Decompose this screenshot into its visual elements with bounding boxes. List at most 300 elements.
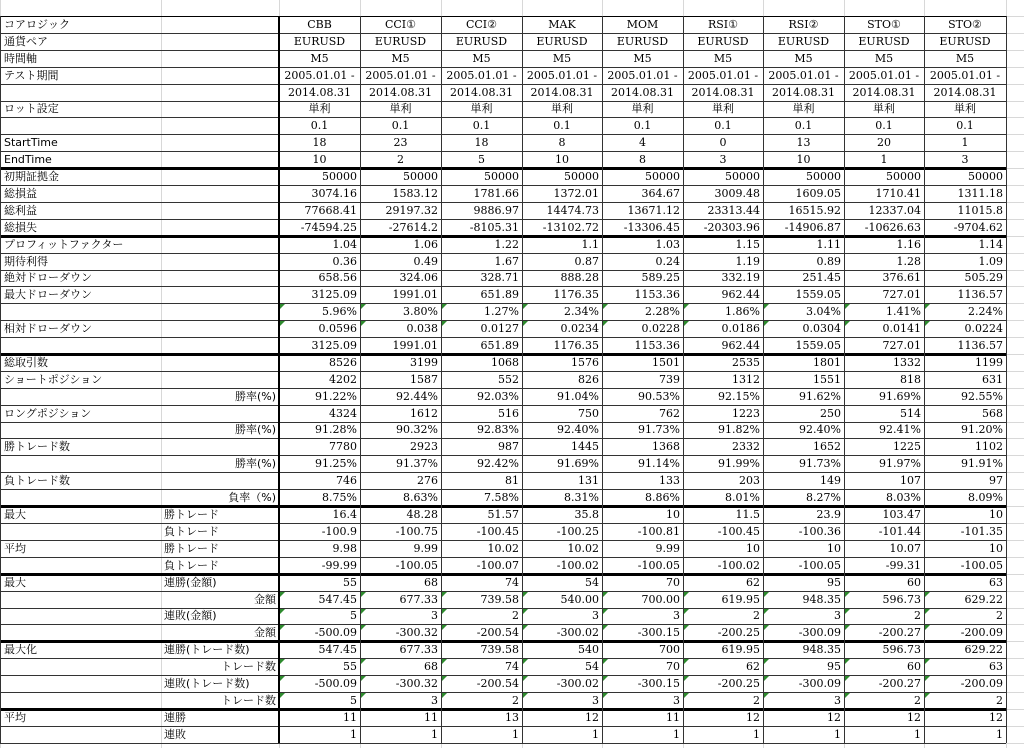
value-cell[interactable]: -100.05 xyxy=(637,559,680,572)
row-sublabel[interactable] xyxy=(161,303,279,320)
value-cell[interactable]: 1153.36 xyxy=(634,288,680,301)
value-cell[interactable]: 1.11 xyxy=(816,238,841,251)
value-cell[interactable]: -74594.25 xyxy=(300,221,357,234)
row-sublabel[interactable] xyxy=(161,270,279,286)
value-cell[interactable]: 1.1 xyxy=(581,238,599,251)
value-cell[interactable]: 727.01 xyxy=(882,288,921,301)
value-cell[interactable]: 0.1 xyxy=(472,119,491,132)
value-cell[interactable]: EURUSD xyxy=(293,35,346,48)
value-cell[interactable]: 103.47 xyxy=(882,508,921,521)
value-cell[interactable]: 11 xyxy=(424,711,438,724)
value-cell[interactable]: 1311.18 xyxy=(957,187,1003,200)
value-cell[interactable]: 1312 xyxy=(732,373,760,386)
value-cell[interactable]: 50000 xyxy=(725,170,760,183)
value-cell[interactable]: 12 xyxy=(585,711,599,724)
value-cell[interactable]: 0.0186 xyxy=(721,322,760,335)
value-cell[interactable]: 18 xyxy=(474,136,489,149)
row-label[interactable]: 最大 xyxy=(4,576,26,589)
value-cell[interactable]: 2 xyxy=(753,609,760,622)
value-cell[interactable]: 0.1 xyxy=(714,119,732,132)
value-cell[interactable]: 12337.04 xyxy=(868,204,921,217)
value-cell[interactable]: 91.99% xyxy=(718,457,760,470)
row-sublabel[interactable]: 勝トレード xyxy=(164,542,219,555)
row-sublabel[interactable]: 勝率(%) xyxy=(234,423,276,436)
value-cell[interactable]: 0.0224 xyxy=(964,322,1003,335)
row-sublabel[interactable]: 連勝(トレード数) xyxy=(164,643,250,656)
value-cell[interactable]: -300.32 xyxy=(395,677,438,690)
value-cell[interactable]: 74 xyxy=(505,576,519,589)
value-cell[interactable]: 3 xyxy=(719,153,727,166)
value-cell[interactable]: 50000 xyxy=(886,170,921,183)
row-sublabel[interactable] xyxy=(161,16,279,33)
value-cell[interactable]: M5 xyxy=(310,52,329,65)
row-label[interactable]: 絶対ドローダウン xyxy=(4,271,92,284)
value-cell[interactable]: 948.35 xyxy=(802,643,841,656)
value-cell[interactable]: 596.73 xyxy=(882,593,921,606)
value-cell[interactable]: 1.15 xyxy=(735,238,760,251)
value-cell[interactable]: 91.20% xyxy=(961,423,1003,436)
value-cell[interactable]: 10 xyxy=(989,508,1003,521)
value-cell[interactable]: 2014.08.31 xyxy=(611,86,674,99)
value-cell[interactable]: 2005.01.01 - xyxy=(284,69,355,82)
row-label[interactable] xyxy=(1,624,160,641)
value-cell[interactable]: -100.05 xyxy=(395,559,438,572)
value-cell[interactable]: 3199 xyxy=(410,356,438,369)
row-sublabel[interactable] xyxy=(161,33,279,50)
value-cell[interactable]: 50000 xyxy=(484,170,519,183)
row-sublabel[interactable]: 負トレード xyxy=(164,559,219,572)
value-cell[interactable]: 23.9 xyxy=(816,508,841,521)
value-cell[interactable]: 888.28 xyxy=(560,271,599,284)
value-cell[interactable]: 50000 xyxy=(564,170,599,183)
value-cell[interactable]: 3.80% xyxy=(403,305,438,318)
row-label[interactable]: 平均 xyxy=(4,711,26,724)
value-cell[interactable]: 91.91% xyxy=(961,457,1003,470)
value-cell[interactable]: 962.44 xyxy=(721,288,760,301)
value-cell[interactable]: 14474.73 xyxy=(546,204,599,217)
value-cell[interactable]: 1199 xyxy=(975,356,1003,369)
value-cell[interactable]: 91.69% xyxy=(879,390,921,403)
value-cell[interactable]: 91.97% xyxy=(879,457,921,470)
value-cell[interactable]: 13 xyxy=(796,136,811,149)
value-cell[interactable]: 739.58 xyxy=(480,593,519,606)
value-cell[interactable]: 568 xyxy=(982,407,1003,420)
value-cell[interactable]: -500.09 xyxy=(314,626,357,639)
value-cell[interactable]: 547.45 xyxy=(318,593,357,606)
value-cell[interactable]: 91.22% xyxy=(315,390,357,403)
value-cell[interactable]: 5 xyxy=(350,694,357,707)
value-cell[interactable]: STO② xyxy=(948,18,982,31)
value-cell[interactable]: 2014.08.31 xyxy=(450,86,513,99)
value-cell[interactable]: 91.14% xyxy=(638,457,680,470)
value-cell[interactable]: 8.75% xyxy=(322,491,357,504)
value-cell[interactable]: 750 xyxy=(578,407,599,420)
row-label[interactable] xyxy=(1,84,160,101)
value-cell[interactable]: 1.04 xyxy=(332,238,357,251)
value-cell[interactable]: 単利 xyxy=(551,102,573,115)
value-cell[interactable]: 8.03% xyxy=(886,491,921,504)
value-cell[interactable]: 92.44% xyxy=(396,390,438,403)
value-cell[interactable]: 10.02 xyxy=(567,542,599,555)
row-label[interactable]: ショートポジション xyxy=(4,373,103,386)
row-label[interactable]: 最大ドローダウン xyxy=(4,288,92,301)
value-cell[interactable]: 739.58 xyxy=(480,643,519,656)
value-cell[interactable]: 91.73% xyxy=(638,423,680,436)
row-label[interactable] xyxy=(1,608,160,624)
value-cell[interactable]: -200.25 xyxy=(717,626,760,639)
value-cell[interactable]: 1445 xyxy=(571,440,599,453)
value-cell[interactable]: 2005.01.01 - xyxy=(768,69,839,82)
value-cell[interactable]: 1612 xyxy=(410,407,438,420)
value-cell[interactable]: 1.41% xyxy=(886,305,921,318)
value-cell[interactable]: 92.40% xyxy=(557,423,599,436)
value-cell[interactable]: 1.28 xyxy=(896,255,921,268)
value-cell[interactable]: 276 xyxy=(417,474,438,487)
value-cell[interactable]: 251.45 xyxy=(802,271,841,284)
value-cell[interactable]: 48.28 xyxy=(406,508,438,521)
row-sublabel[interactable]: 連勝 xyxy=(164,711,186,724)
value-cell[interactable]: 1176.35 xyxy=(553,339,599,352)
value-cell[interactable]: M5 xyxy=(713,52,733,65)
value-cell[interactable]: 2.28% xyxy=(645,305,680,318)
row-sublabel[interactable] xyxy=(161,320,279,337)
row-sublabel[interactable] xyxy=(161,134,279,151)
value-cell[interactable]: 700.00 xyxy=(641,593,680,606)
value-cell[interactable]: -100.36 xyxy=(798,525,841,538)
value-cell[interactable]: EURUSD xyxy=(939,35,991,48)
value-cell[interactable]: 596.73 xyxy=(882,643,921,656)
value-cell[interactable]: 54 xyxy=(585,660,599,673)
value-cell[interactable]: 739 xyxy=(659,373,680,386)
value-cell[interactable]: 62 xyxy=(746,576,760,589)
value-cell[interactable]: 0.1 xyxy=(391,119,410,132)
value-cell[interactable]: 50000 xyxy=(403,170,438,183)
value-cell[interactable]: 962.44 xyxy=(721,339,760,352)
row-sublabel[interactable] xyxy=(161,185,279,202)
value-cell[interactable]: 1.06 xyxy=(413,238,438,251)
value-cell[interactable]: 60 xyxy=(907,660,921,673)
value-cell[interactable]: 2 xyxy=(397,153,404,166)
value-cell[interactable]: 2 xyxy=(512,694,519,707)
value-cell[interactable]: 2005.01.01 - xyxy=(929,69,1001,82)
value-cell[interactable]: 16515.92 xyxy=(788,204,841,217)
value-cell[interactable]: 651.89 xyxy=(480,339,519,352)
value-cell[interactable]: 95 xyxy=(827,576,841,589)
value-cell[interactable]: 1102 xyxy=(975,440,1003,453)
value-cell[interactable]: 1652 xyxy=(813,440,841,453)
value-cell[interactable]: 2005.01.01 - xyxy=(526,69,598,82)
value-cell[interactable]: 92.40% xyxy=(799,423,841,436)
value-cell[interactable]: 68 xyxy=(424,660,438,673)
value-cell[interactable]: 3009.48 xyxy=(714,187,760,200)
row-sublabel[interactable]: 連敗(金額) xyxy=(164,609,217,622)
row-label[interactable]: 初期証拠金 xyxy=(4,170,59,183)
value-cell[interactable]: 0.0127 xyxy=(480,322,519,335)
row-label[interactable]: ロット設定 xyxy=(4,102,59,115)
value-cell[interactable]: 631 xyxy=(982,373,1003,386)
value-cell[interactable]: CBB xyxy=(307,18,332,31)
value-cell[interactable]: 1136.57 xyxy=(957,288,1003,301)
value-cell[interactable]: 328.71 xyxy=(480,271,519,284)
value-cell[interactable]: 2 xyxy=(996,694,1003,707)
value-cell[interactable]: 8526 xyxy=(329,356,357,369)
value-cell[interactable]: 10 xyxy=(827,542,841,555)
row-label[interactable] xyxy=(1,388,160,405)
value-cell[interactable]: 818 xyxy=(900,373,921,386)
row-sublabel[interactable] xyxy=(161,50,279,67)
row-sublabel[interactable]: 連敗 xyxy=(164,728,186,741)
value-cell[interactable]: 332.19 xyxy=(721,271,760,284)
value-cell[interactable]: 3 xyxy=(673,694,680,707)
value-cell[interactable]: 1609.05 xyxy=(795,187,841,200)
value-cell[interactable]: 3 xyxy=(961,153,969,166)
value-cell[interactable]: 203 xyxy=(739,474,760,487)
value-cell[interactable]: 987 xyxy=(498,440,519,453)
value-cell[interactable]: 10 xyxy=(555,153,569,166)
value-cell[interactable]: RSI② xyxy=(788,18,819,31)
value-cell[interactable]: 5 xyxy=(478,153,485,166)
value-cell[interactable]: 2.34% xyxy=(564,305,599,318)
value-cell[interactable]: 948.35 xyxy=(802,593,841,606)
value-cell[interactable]: 1991.01 xyxy=(392,339,438,352)
value-cell[interactable]: 619.95 xyxy=(721,593,760,606)
value-cell[interactable]: 92.03% xyxy=(477,390,519,403)
value-cell[interactable]: 0.89 xyxy=(816,255,841,268)
value-cell[interactable]: MOM xyxy=(626,18,659,31)
value-cell[interactable]: 2014.08.31 xyxy=(288,86,351,99)
value-cell[interactable]: 1 xyxy=(431,728,438,741)
value-cell[interactable]: -200.54 xyxy=(476,677,519,690)
value-cell[interactable]: -101.35 xyxy=(960,525,1003,538)
row-label[interactable] xyxy=(1,489,160,506)
row-sublabel[interactable] xyxy=(161,151,279,168)
value-cell[interactable]: 97 xyxy=(989,474,1003,487)
value-cell[interactable]: 1.09 xyxy=(978,255,1003,268)
value-cell[interactable]: -100.75 xyxy=(395,525,438,538)
row-sublabel[interactable] xyxy=(161,472,279,489)
value-cell[interactable]: EURUSD xyxy=(858,35,910,48)
row-sublabel[interactable] xyxy=(161,371,279,388)
row-label[interactable] xyxy=(1,422,160,438)
value-cell[interactable]: 単利 xyxy=(792,102,815,115)
row-label[interactable]: ロングポジション xyxy=(4,407,92,420)
value-cell[interactable]: 2005.01.01 - xyxy=(848,69,920,82)
value-cell[interactable]: 3 xyxy=(431,609,438,622)
row-label[interactable]: プロフィットファクター xyxy=(4,238,124,251)
value-cell[interactable]: 2 xyxy=(753,694,760,707)
value-cell[interactable]: -100.05 xyxy=(798,559,841,572)
value-cell[interactable]: -300.32 xyxy=(395,626,438,639)
value-cell[interactable]: 29197.32 xyxy=(385,204,438,217)
value-cell[interactable]: EURUSD xyxy=(777,35,830,48)
value-cell[interactable]: 762 xyxy=(659,407,680,420)
value-cell[interactable]: EURUSD xyxy=(616,35,669,48)
value-cell[interactable]: 1 xyxy=(673,728,680,741)
value-cell[interactable]: 547.45 xyxy=(318,643,357,656)
value-cell[interactable]: 1.16 xyxy=(896,238,921,251)
value-cell[interactable]: 12 xyxy=(746,711,760,724)
value-cell[interactable]: 629.22 xyxy=(964,593,1003,606)
row-sublabel[interactable] xyxy=(161,101,279,117)
value-cell[interactable]: -300.09 xyxy=(798,626,841,639)
value-cell[interactable]: 2014.08.31 xyxy=(852,86,916,99)
value-cell[interactable]: -10626.63 xyxy=(864,221,921,234)
value-cell[interactable]: 589.25 xyxy=(641,271,680,284)
row-label[interactable]: 負トレード数 xyxy=(4,474,70,487)
value-cell[interactable]: 3 xyxy=(431,694,438,707)
value-cell[interactable]: -100.9 xyxy=(321,525,357,538)
value-cell[interactable]: -300.15 xyxy=(637,677,680,690)
value-cell[interactable]: 2 xyxy=(512,609,519,622)
value-cell[interactable]: 2 xyxy=(914,694,921,707)
row-sublabel[interactable] xyxy=(161,354,279,371)
row-label[interactable]: 最大 xyxy=(4,508,26,521)
value-cell[interactable]: 2 xyxy=(914,609,921,622)
value-cell[interactable]: 3 xyxy=(834,694,841,707)
value-cell[interactable]: 1 xyxy=(512,728,519,741)
value-cell[interactable]: 3 xyxy=(673,609,680,622)
value-cell[interactable]: STO① xyxy=(867,18,901,31)
row-label[interactable]: 総取引数 xyxy=(4,356,48,369)
value-cell[interactable]: 50000 xyxy=(806,170,841,183)
row-sublabel[interactable] xyxy=(161,253,279,270)
value-cell[interactable]: -20303.96 xyxy=(703,221,760,234)
value-cell[interactable]: -13306.45 xyxy=(623,221,680,234)
value-cell[interactable]: 658.56 xyxy=(318,271,357,284)
value-cell[interactable]: 3074.16 xyxy=(311,187,357,200)
value-cell[interactable]: 727.01 xyxy=(882,339,921,352)
value-cell[interactable]: 2014.08.31 xyxy=(691,86,755,99)
value-cell[interactable]: 68 xyxy=(424,576,438,589)
value-cell[interactable]: -300.15 xyxy=(637,626,680,639)
row-sublabel[interactable] xyxy=(161,168,279,185)
value-cell[interactable]: -200.27 xyxy=(878,626,921,639)
row-label[interactable]: 最大化 xyxy=(4,643,37,656)
row-sublabel[interactable] xyxy=(161,84,279,101)
value-cell[interactable]: 552 xyxy=(498,373,519,386)
row-label[interactable]: コアロジック xyxy=(4,18,70,31)
value-cell[interactable]: 54 xyxy=(585,576,599,589)
value-cell[interactable]: 2014.08.31 xyxy=(530,86,594,99)
value-cell[interactable]: M5 xyxy=(794,52,813,65)
value-cell[interactable]: 1576 xyxy=(571,356,599,369)
row-sublabel[interactable]: トレード数 xyxy=(221,694,276,707)
row-label[interactable] xyxy=(1,726,160,743)
value-cell[interactable]: 3125.09 xyxy=(311,339,357,352)
value-cell[interactable]: 2 xyxy=(996,609,1003,622)
value-cell[interactable]: 0.1 xyxy=(794,119,813,132)
value-cell[interactable]: 23313.44 xyxy=(707,204,760,217)
value-cell[interactable]: -27614.2 xyxy=(388,221,438,234)
value-cell[interactable]: -100.81 xyxy=(637,525,680,538)
value-cell[interactable]: CCI① xyxy=(384,18,417,31)
row-label[interactable]: テスト期間 xyxy=(4,69,59,82)
row-label[interactable]: 平均 xyxy=(4,542,26,555)
value-cell[interactable]: 50000 xyxy=(968,170,1003,183)
value-cell[interactable]: 0 xyxy=(719,136,727,149)
value-cell[interactable]: 131 xyxy=(578,474,599,487)
value-cell[interactable]: 2014.08.31 xyxy=(772,86,835,99)
value-cell[interactable]: 9.99 xyxy=(413,542,438,555)
value-cell[interactable]: 2005.01.01 - xyxy=(607,69,678,82)
value-cell[interactable]: 0.0228 xyxy=(641,322,680,335)
value-cell[interactable]: 60 xyxy=(907,576,921,589)
value-cell[interactable]: 10 xyxy=(989,542,1003,555)
value-cell[interactable]: 11 xyxy=(343,711,357,724)
value-cell[interactable]: 505.29 xyxy=(964,271,1003,284)
value-cell[interactable]: 2332 xyxy=(732,440,760,453)
row-label[interactable] xyxy=(1,692,160,709)
value-cell[interactable]: 2014.08.31 xyxy=(369,86,432,99)
value-cell[interactable]: 91.37% xyxy=(396,457,438,470)
value-cell[interactable]: 11015.8 xyxy=(957,204,1003,217)
value-cell[interactable]: 92.83% xyxy=(477,423,519,436)
value-cell[interactable]: 3125.09 xyxy=(311,288,357,301)
value-cell[interactable]: 619.95 xyxy=(721,643,760,656)
row-sublabel[interactable] xyxy=(161,202,279,219)
value-cell[interactable]: 3 xyxy=(592,694,599,707)
row-label[interactable]: 勝トレード数 xyxy=(4,440,70,453)
value-cell[interactable]: 0.36 xyxy=(332,255,357,268)
value-cell[interactable]: 51.57 xyxy=(487,508,519,521)
row-sublabel[interactable]: 金額 xyxy=(254,626,276,639)
value-cell[interactable]: 13671.12 xyxy=(627,204,680,217)
row-label[interactable]: 総利益 xyxy=(4,204,37,217)
value-cell[interactable]: 92.41% xyxy=(879,423,921,436)
value-cell[interactable]: 90.53% xyxy=(638,390,680,403)
value-cell[interactable]: 63 xyxy=(989,576,1003,589)
row-sublabel[interactable] xyxy=(161,67,279,84)
value-cell[interactable]: 92.55% xyxy=(961,390,1003,403)
value-cell[interactable]: 5 xyxy=(350,609,357,622)
value-cell[interactable]: 1153.36 xyxy=(634,339,680,352)
value-cell[interactable]: 1.67 xyxy=(494,255,519,268)
row-label[interactable] xyxy=(1,658,160,675)
value-cell[interactable]: 1 xyxy=(834,728,841,741)
value-cell[interactable]: 92.15% xyxy=(718,390,760,403)
value-cell[interactable]: 単利 xyxy=(308,102,331,115)
value-cell[interactable]: 50000 xyxy=(645,170,680,183)
value-cell[interactable]: 8 xyxy=(639,153,646,166)
row-sublabel[interactable]: 勝率(%) xyxy=(234,457,276,470)
value-cell[interactable]: 0.1 xyxy=(875,119,893,132)
value-cell[interactable]: -100.05 xyxy=(960,559,1003,572)
value-cell[interactable]: 16.4 xyxy=(332,508,357,521)
value-cell[interactable]: 74 xyxy=(505,660,519,673)
value-cell[interactable]: -100.45 xyxy=(476,525,519,538)
value-cell[interactable]: 107 xyxy=(900,474,921,487)
value-cell[interactable]: EURUSD xyxy=(455,35,508,48)
value-cell[interactable]: 8.09% xyxy=(968,491,1003,504)
value-cell[interactable]: 0.24 xyxy=(655,255,680,268)
value-cell[interactable]: 133 xyxy=(659,474,680,487)
value-cell[interactable]: 3 xyxy=(592,609,599,622)
row-label[interactable]: 期待利得 xyxy=(4,255,48,268)
value-cell[interactable]: 4202 xyxy=(329,373,357,386)
value-cell[interactable]: 0.0596 xyxy=(318,322,357,335)
value-cell[interactable]: 7780 xyxy=(329,440,357,453)
value-cell[interactable]: 11 xyxy=(666,711,680,724)
value-cell[interactable]: 単利 xyxy=(873,102,895,115)
value-cell[interactable]: M5 xyxy=(955,52,975,65)
row-label[interactable] xyxy=(1,455,160,472)
value-cell[interactable]: 11.5 xyxy=(735,508,760,521)
value-cell[interactable]: 1.03 xyxy=(655,238,680,251)
row-label[interactable]: 総損益 xyxy=(4,187,37,200)
value-cell[interactable]: 10 xyxy=(312,153,327,166)
value-cell[interactable]: 単利 xyxy=(470,102,493,115)
row-sublabel[interactable] xyxy=(161,219,279,236)
